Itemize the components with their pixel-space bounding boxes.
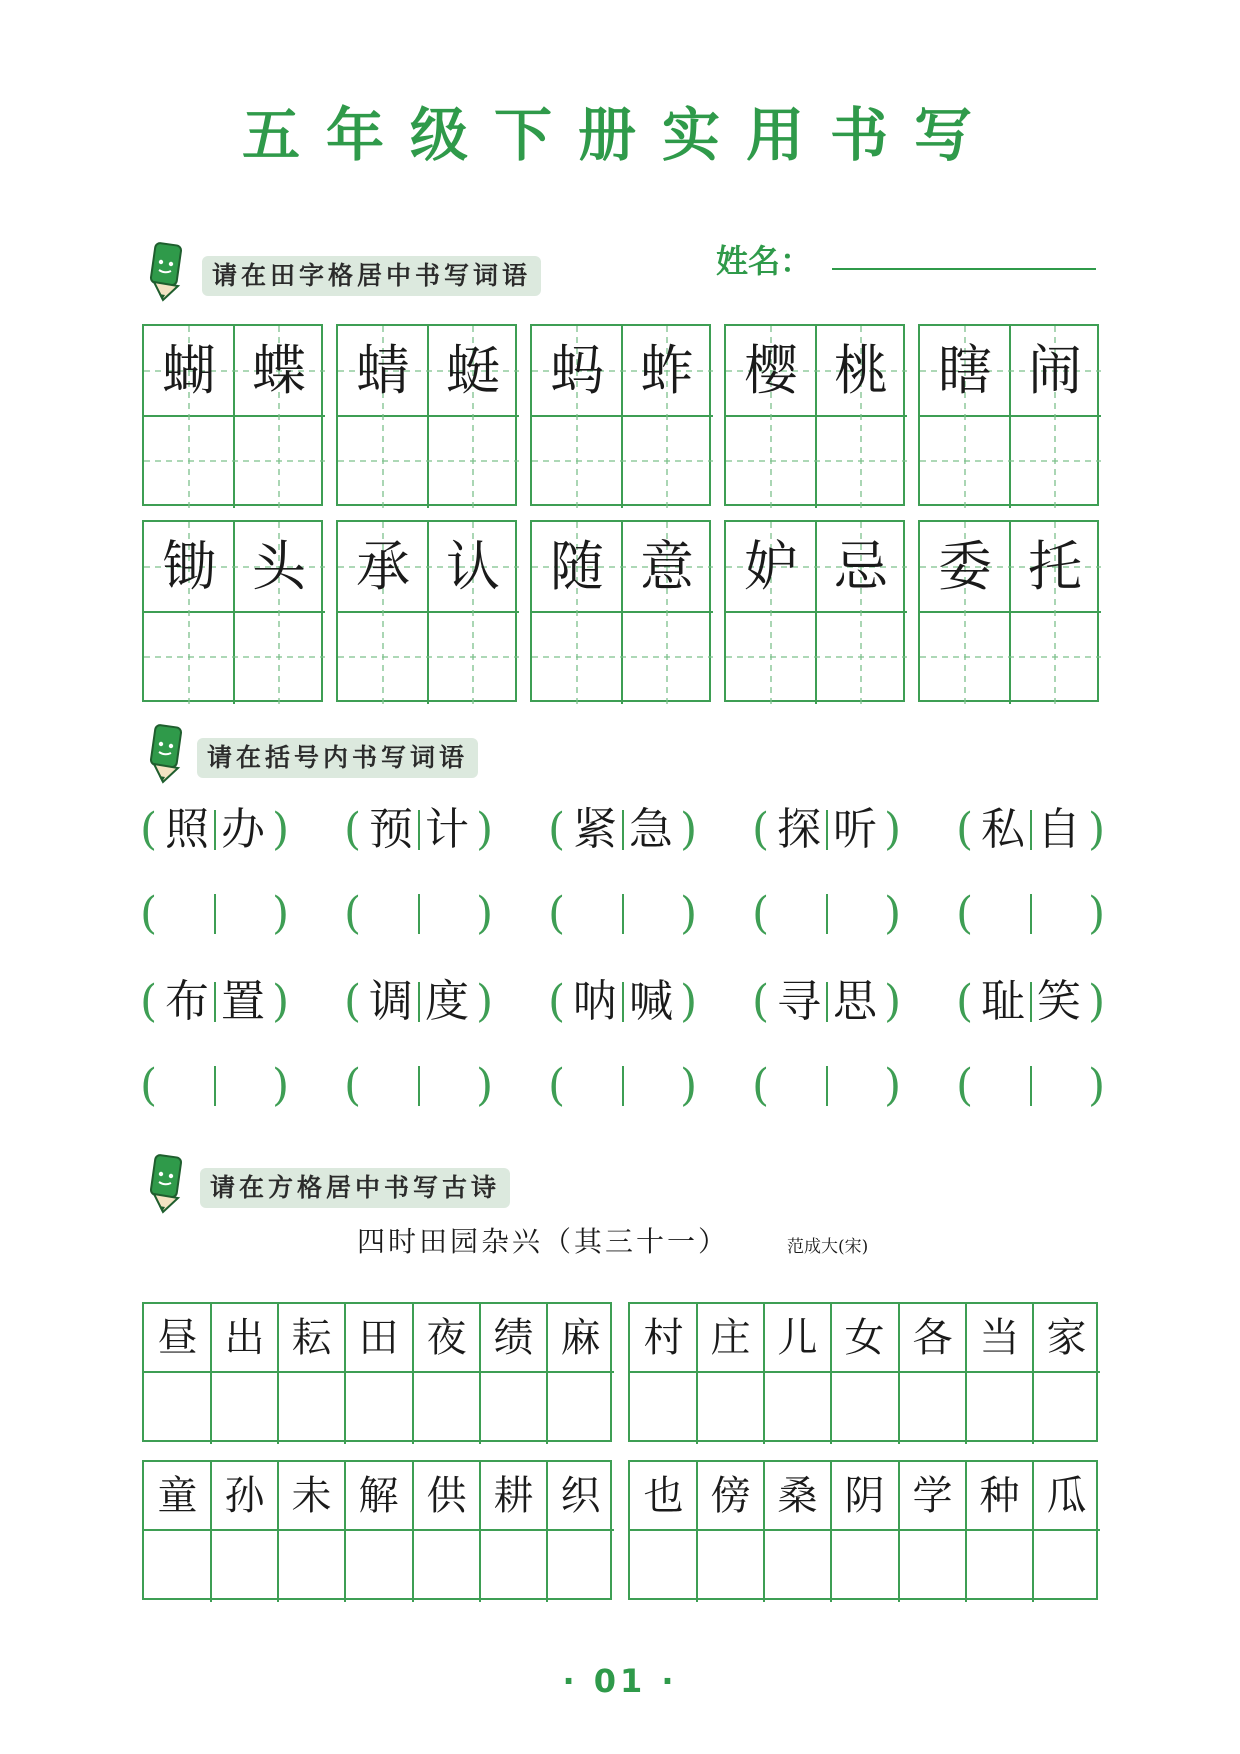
open-bracket: ( [548, 804, 566, 855]
poem-char: 各 [912, 1315, 953, 1361]
open-bracket: ( [956, 888, 974, 939]
open-bracket: ( [344, 888, 362, 939]
poem-char: 瓜 [1046, 1473, 1087, 1519]
close-bracket: ) [680, 804, 698, 855]
word-char: 蚂 [550, 339, 604, 402]
open-bracket: ( [344, 976, 362, 1027]
bracket-word [344, 800, 492, 860]
close-bracket: ) [1088, 804, 1106, 855]
open-bracket: ( [140, 976, 158, 1027]
poem-line-box[interactable] [142, 1302, 612, 1442]
bracket-divider [1030, 1066, 1032, 1106]
bracket-word [548, 972, 696, 1032]
open-bracket: ( [140, 1060, 158, 1111]
close-bracket: ) [1088, 1060, 1106, 1111]
word-grid-box[interactable] [530, 520, 711, 702]
word-char: 头 [252, 535, 306, 598]
word-grid-box[interactable] [336, 324, 517, 506]
poem-char: 绩 [493, 1315, 534, 1361]
bracket-blank[interactable] [752, 884, 900, 944]
word-char: 蝶 [252, 339, 306, 402]
bracket-word [548, 800, 696, 860]
poem-char: 儿 [777, 1315, 818, 1361]
open-bracket: ( [344, 1060, 362, 1111]
poem-char: 村 [643, 1315, 684, 1361]
open-bracket: ( [140, 804, 158, 855]
word-char: 蝴 [162, 339, 216, 402]
poem-char: 也 [643, 1473, 684, 1519]
poem-char: 孙 [224, 1473, 265, 1519]
close-bracket: ) [680, 1060, 698, 1111]
word-grid-box[interactable] [724, 520, 905, 702]
word-char: 瞎 [938, 339, 992, 402]
bracket-char: 呐 [573, 976, 617, 1027]
close-bracket: ) [1088, 888, 1106, 939]
open-bracket: ( [752, 888, 770, 939]
bracket-divider [622, 982, 624, 1022]
bracket-divider [622, 894, 624, 934]
word-char: 承 [356, 535, 410, 598]
close-bracket: ) [272, 1060, 290, 1111]
poem-char: 昼 [157, 1315, 198, 1361]
word-char: 锄 [162, 535, 216, 598]
bracket-blank[interactable] [344, 884, 492, 944]
page-number: · 01 · [562, 1662, 678, 1700]
bracket-char: 置 [221, 976, 265, 1027]
bracket-divider [1030, 982, 1032, 1022]
close-bracket: ) [476, 888, 494, 939]
bracket-word [752, 800, 900, 860]
bracket-char: 私 [981, 804, 1025, 855]
bracket-word [956, 972, 1104, 1032]
close-bracket: ) [680, 976, 698, 1027]
poem-char: 耕 [493, 1473, 534, 1519]
bracket-word [140, 800, 288, 860]
close-bracket: ) [272, 804, 290, 855]
bracket-divider [418, 894, 420, 934]
open-bracket: ( [548, 976, 566, 1027]
name-input-line[interactable] [832, 268, 1096, 270]
open-bracket: ( [548, 1060, 566, 1111]
bracket-char: 预 [369, 804, 413, 855]
word-char: 蜻 [356, 339, 410, 402]
bracket-char: 探 [777, 804, 821, 855]
open-bracket: ( [752, 1060, 770, 1111]
poem-char: 种 [979, 1473, 1020, 1519]
bracket-divider [826, 894, 828, 934]
poem-char: 庄 [710, 1315, 751, 1361]
open-bracket: ( [344, 804, 362, 855]
page-title: 五年级下册实用书写 [241, 101, 998, 169]
bracket-char: 笑 [1037, 976, 1081, 1027]
bracket-divider [622, 1066, 624, 1106]
poem-char: 解 [358, 1473, 399, 1519]
close-bracket: ) [680, 888, 698, 939]
bracket-blank[interactable] [140, 884, 288, 944]
word-grid-box[interactable] [530, 324, 711, 506]
bracket-divider [826, 810, 828, 850]
close-bracket: ) [884, 804, 902, 855]
close-bracket: ) [272, 888, 290, 939]
open-bracket: ( [956, 804, 974, 855]
section-grid-header [145, 240, 185, 306]
word-char: 托 [1028, 535, 1082, 598]
poem-char: 夜 [426, 1315, 467, 1361]
close-bracket: ) [884, 1060, 902, 1111]
bracket-blank[interactable] [344, 1056, 492, 1116]
word-char: 意 [640, 535, 694, 598]
poem-char: 未 [291, 1473, 332, 1519]
poem-author: 范成大(宋) [787, 1237, 869, 1257]
word-char: 认 [446, 535, 500, 598]
bracket-char: 急 [629, 804, 673, 855]
poem-char: 桑 [777, 1473, 818, 1519]
poem-char: 当 [979, 1315, 1020, 1361]
word-grid-box[interactable] [142, 324, 323, 506]
word-char: 委 [938, 535, 992, 598]
word-grid-box[interactable] [918, 520, 1099, 702]
section-poem-header [145, 1152, 185, 1218]
bracket-divider [1030, 894, 1032, 934]
bracket-divider [214, 1066, 216, 1106]
poem-title: 四时田园杂兴（其三十一） [357, 1225, 730, 1258]
bracket-blank[interactable] [752, 1056, 900, 1116]
word-grid-box[interactable] [724, 324, 905, 506]
bracket-blank[interactable] [956, 1056, 1104, 1116]
word-grid-box[interactable] [336, 520, 517, 702]
poem-char: 出 [224, 1315, 265, 1361]
word-grid-box[interactable] [918, 324, 1099, 506]
bracket-word [752, 972, 900, 1032]
section-poem-label: 请在方格居中书写古诗 [200, 1168, 510, 1208]
poem-char: 耘 [291, 1315, 332, 1361]
bracket-char: 听 [833, 804, 877, 855]
poem-line-box[interactable] [628, 1460, 1098, 1600]
bracket-char: 布 [165, 976, 209, 1027]
bracket-char: 喊 [629, 976, 673, 1027]
bracket-blank[interactable] [548, 884, 696, 944]
bracket-blank[interactable] [140, 1056, 288, 1116]
close-bracket: ) [476, 1060, 494, 1111]
word-char: 妒 [744, 535, 798, 598]
name-label: 姓名： [716, 242, 813, 280]
open-bracket: ( [548, 888, 566, 939]
pencil-icon [145, 1152, 185, 1214]
word-char: 闹 [1028, 339, 1082, 402]
poem-line-box[interactable] [628, 1302, 1098, 1442]
bracket-blank[interactable] [548, 1056, 696, 1116]
bracket-divider [826, 1066, 828, 1106]
bracket-char: 计 [425, 804, 469, 855]
bracket-char: 办 [221, 804, 265, 855]
word-char: 随 [550, 535, 604, 598]
bracket-word [140, 972, 288, 1032]
bracket-char: 自 [1037, 804, 1081, 855]
bracket-divider [214, 982, 216, 1022]
word-char: 蜓 [446, 339, 500, 402]
bracket-word [344, 972, 492, 1032]
bracket-divider [418, 1066, 420, 1106]
word-char: 蚱 [640, 339, 694, 402]
word-char: 桃 [834, 339, 888, 402]
close-bracket: ) [272, 976, 290, 1027]
poem-char: 供 [426, 1473, 467, 1519]
section-bracket-label: 请在括号内书写词语 [197, 738, 478, 778]
poem-char: 学 [912, 1473, 953, 1519]
close-bracket: ) [884, 888, 902, 939]
section-bracket-header [145, 722, 185, 788]
poem-char: 阴 [844, 1473, 885, 1519]
close-bracket: ) [884, 976, 902, 1027]
poem-char: 田 [358, 1315, 399, 1361]
word-char: 樱 [744, 339, 798, 402]
bracket-divider [1030, 810, 1032, 850]
open-bracket: ( [956, 1060, 974, 1111]
bracket-divider [418, 982, 420, 1022]
bracket-char: 照 [165, 804, 209, 855]
bracket-divider [826, 982, 828, 1022]
close-bracket: ) [476, 804, 494, 855]
poem-char: 傍 [710, 1473, 751, 1519]
bracket-word [956, 800, 1104, 860]
open-bracket: ( [752, 976, 770, 1027]
pencil-icon [145, 722, 185, 784]
close-bracket: ) [1088, 976, 1106, 1027]
section-grid-label: 请在田字格居中书写词语 [202, 256, 541, 296]
bracket-char: 调 [369, 976, 413, 1027]
poem-char: 麻 [560, 1315, 601, 1361]
close-bracket: ) [476, 976, 494, 1027]
poem-char: 女 [844, 1315, 885, 1361]
bracket-char: 寻 [777, 976, 821, 1027]
bracket-divider [214, 894, 216, 934]
poem-line-box[interactable] [142, 1460, 612, 1600]
word-grid-box[interactable] [142, 520, 323, 702]
word-char: 忌 [834, 535, 888, 598]
bracket-divider [418, 810, 420, 850]
bracket-divider [622, 810, 624, 850]
poem-char: 织 [560, 1473, 601, 1519]
bracket-char: 耻 [981, 976, 1025, 1027]
bracket-char: 思 [833, 976, 877, 1027]
bracket-divider [214, 810, 216, 850]
open-bracket: ( [956, 976, 974, 1027]
bracket-blank[interactable] [956, 884, 1104, 944]
open-bracket: ( [752, 804, 770, 855]
bracket-char: 度 [425, 976, 469, 1027]
poem-char: 童 [157, 1473, 198, 1519]
poem-char: 家 [1046, 1315, 1087, 1361]
open-bracket: ( [140, 888, 158, 939]
pencil-icon [145, 240, 185, 302]
bracket-char: 紧 [573, 804, 617, 855]
